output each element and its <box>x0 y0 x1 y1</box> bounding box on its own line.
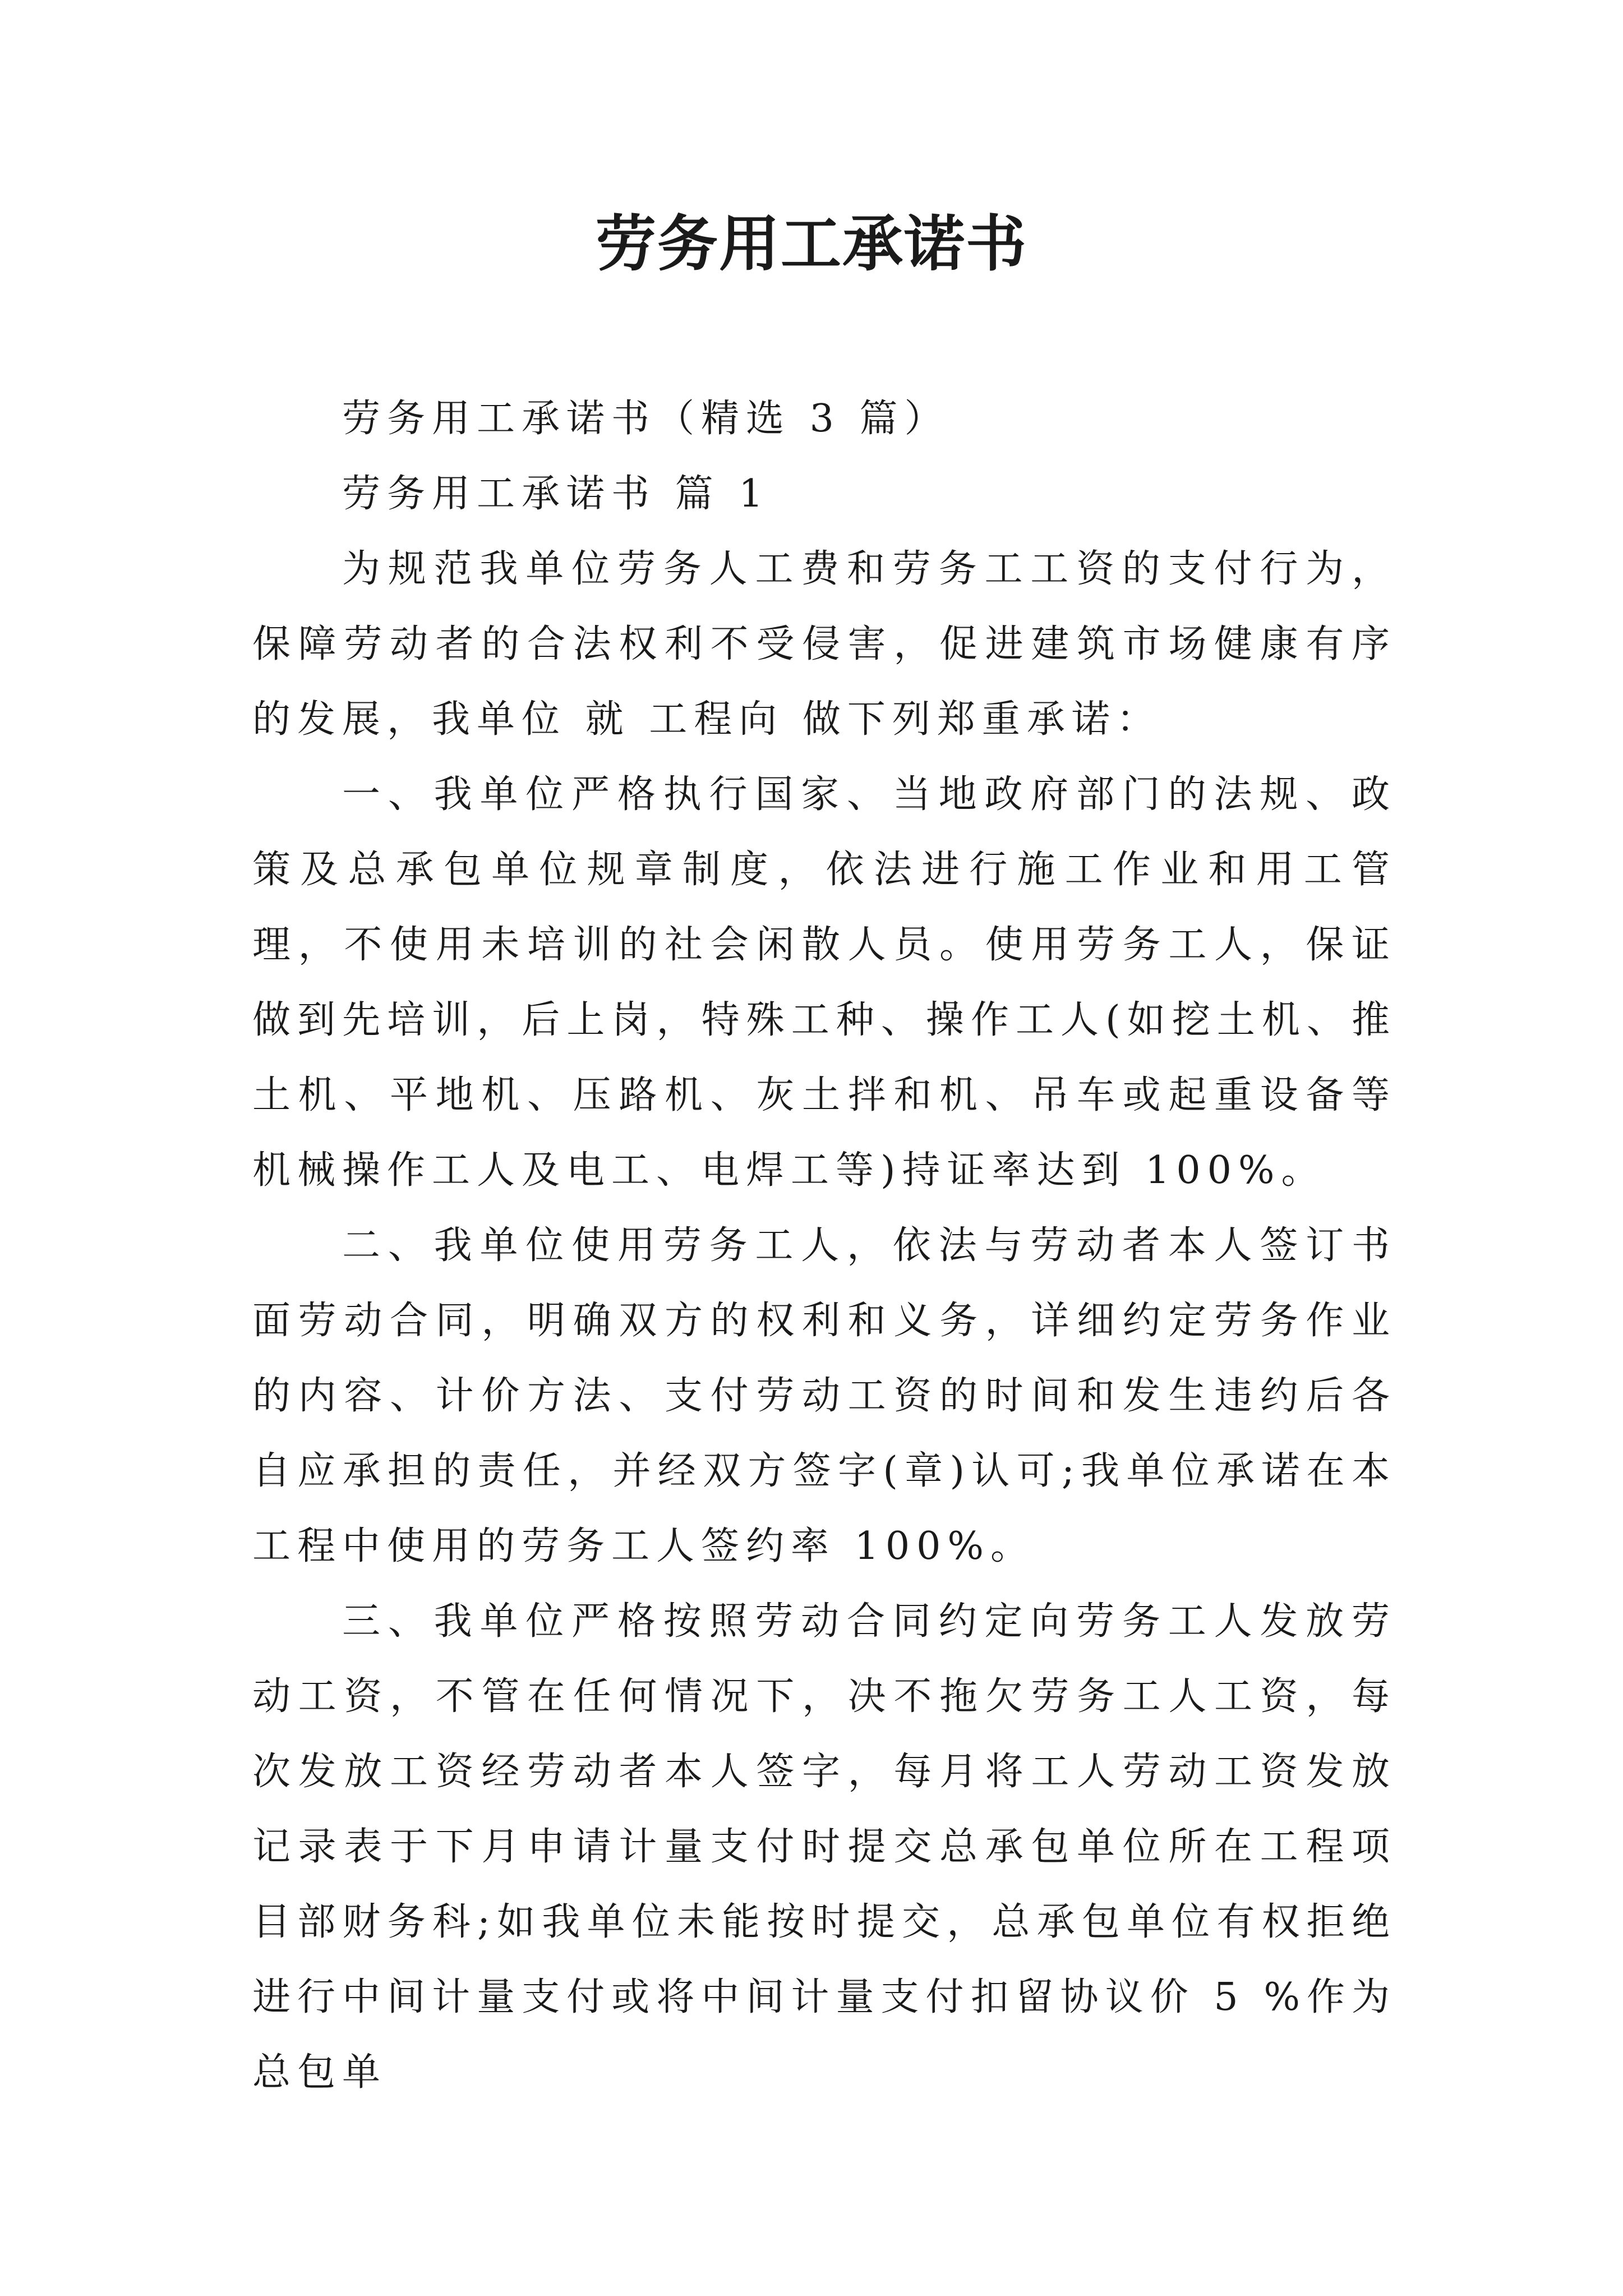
document-body <box>252 381 1396 2110</box>
paragraph-clause-2: 二、我单位使用劳务工人，依法与劳动者本人签订书面劳动合同，明确双方的权利和义务，详细约定劳务作业的内容、计价方法、支付劳动工资的时间和发生违约后各自应承担的责任，并经双方签字(章)认可;我单位承诺在本工程中使用的劳务工人签约率 100%。 <box>252 1223 1396 1568</box>
paragraph-intro: 为规范我单位劳务人工费和劳务工工资的支付行为，保障劳动者的合法权利不受侵害，促进建筑市场健康有序的发展，我单位 就 工程向 做下列郑重承诺： <box>252 547 1396 742</box>
section-heading: 劳务用工承诺书 篇 1 <box>342 472 770 516</box>
document-title: 劳务用工承诺书 <box>595 209 1027 279</box>
paragraph-clause-1: 一、我单位严格执行国家、当地政府部门的法规、政策及总承包单位规章制度，依法进行施工作业和用工管理，不使用未培训的社会闲散人员。使用劳务工人，保证做到先培训，后上岗，特殊工种、操作工人(如挖土机、推土机、平地机、压路机、灰土拌和机、吊车或起重设备等机械操作工人及电工、电焊工等)持证率达到 100%。 <box>252 772 1396 1193</box>
paragraph-clause-3: 三、我单位严格按照劳动合同约定向劳务工人发放劳动工资，不管在任何情况下，决不拖欠劳务工人工资，每次发放工资经劳动者本人签字，每月将工人劳动工资发放记录表于下月申请计量支付时提交总承包单位所在工程项目部财务科;如我单位未能按时提交，总承包单位有权拒绝进行中间计量支付或将中间计量支付扣留协议价 5 %作为总包单 <box>252 1599 1396 2095</box>
document-subtitle: 劳务用工承诺书（精选 3 篇） <box>342 397 949 441</box>
